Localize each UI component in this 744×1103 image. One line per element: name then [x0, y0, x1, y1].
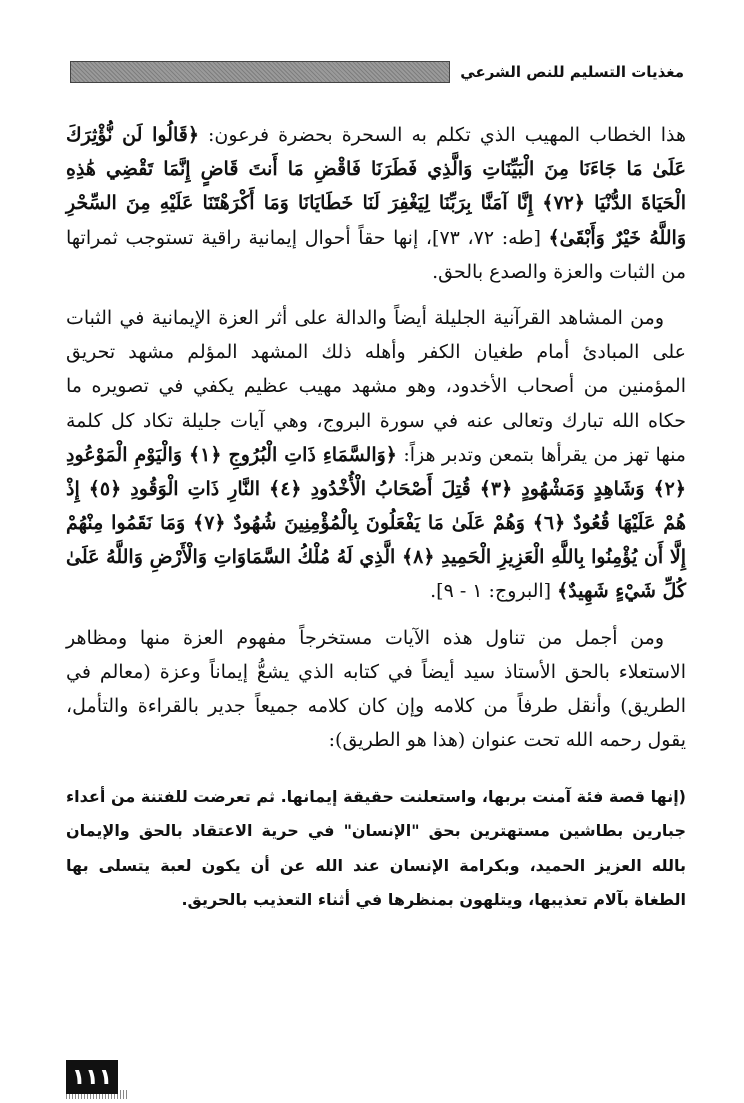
paragraph-1-conclusion: إنها حقاً أحوال إيمانية راقية تستوجب ثمراتها من الثبات والعزة والصدع بالحق.	[66, 226, 686, 283]
page-number-label: ١١١	[71, 1064, 113, 1090]
main-text	[66, 118, 686, 769]
paragraph-1	[66, 118, 686, 289]
paragraph-3	[66, 621, 686, 758]
paragraph-2	[66, 301, 686, 609]
citation-buruj: [البروج: ١ - ٩].	[430, 580, 558, 603]
page-header	[70, 58, 684, 86]
block-quote	[66, 780, 686, 918]
block-quote-text: (إنها قصة فئة آمنت بربها، واستعلنت حقيقة إيمانها. ثم تعرضت للفتنة من أعداء جبارين بطاشين مستهترين بحق "الإنسان" في حرية الاعتقاد بالحق والإيمان بالله العزيز الحميد، وبكرامة الإنسان عند الله عن أن يكون لعبة يتسلى بها الطغاة بآلام تعذيبها، ويتلهون بمنظرها في أثناء التعذيب بالحريق.	[66, 787, 686, 910]
header-decorative-band	[70, 61, 450, 83]
paragraph-1-intro: هذا الخطاب المهيب الذي تكلم به السحرة بحضرة فرعون:	[198, 124, 686, 146]
page-number	[66, 1060, 118, 1094]
quran-verse-taha: ﴿قَالُوا لَن نُّؤْثِرَكَ عَلَىٰ مَا جَاءَنَا مِنَ الْبَيِّنَاتِ وَالَّذِي فَطَرَنَا فَاقْضِ مَا أَنتَ قَاضٍ إِنَّمَا تَقْضِي هَٰذِهِ الْحَيَاةَ الدُّنْيَا ﴿٧٢﴾ إِنَّا آمَنَّا بِرَبِّنَا لِيَغْفِرَ لَنَا خَطَايَانَا وَمَا أَكْرَهْتَنَا عَلَيْهِ مِنَ السِّحْرِ وَاللَّهُ خَيْرٌ وَأَبْقَىٰ﴾	[66, 124, 687, 249]
running-title: مغذيات التسليم للنص الشرعي	[460, 63, 684, 81]
quran-verse-buruj: ﴿وَالسَّمَاءِ ذَاتِ الْبُرُوجِ ﴿١﴾ وَالْيَوْمِ الْمَوْعُودِ ﴿٢﴾ وَشَاهِدٍ وَمَشْهُودٍ ﴿٣﴾ قُتِلَ أَصْحَابُ الْأُخْدُودِ ﴿٤﴾ النَّارِ ذَاتِ الْوَقُودِ ﴿٥﴾ إِذْ هُمْ عَلَيْهَا قُعُودٌ ﴿٦﴾ وَهُمْ عَلَىٰ مَا يَفْعَلُونَ بِالْمُؤْمِنِينَ شُهُودٌ ﴿٧﴾ وَمَا نَقَمُوا مِنْهُمْ إِلَّا أَن يُؤْمِنُوا بِاللَّهِ الْعَزِيزِ الْحَمِيدِ ﴿٨﴾ الَّذِي لَهُ مُلْكُ السَّمَاوَاتِ وَالْأَرْضِ وَاللَّهُ عَلَىٰ كُلِّ شَيْءٍ شَهِيدٌ﴾	[66, 443, 687, 603]
citation-taha: [طه: ٧٢، ٧٣]،	[418, 226, 549, 249]
paragraph-2-intro: ومن المشاهد القرآنية الجليلة أيضاً والدالة على أثر العزة الإيمانية في الثبات على المبادئ أمام طغيان الكفر وأهله ذلك المشهد المؤلم مشهد تحريق المؤمنين من أصحاب الأخدود، وهو مشهد مهيب عظيم يكفي في تصويره ما حكاه الله تبارك وتعالى عنه في سورة البروج، وهي آيات جليلة تكاد كل كلمة منها تهز من يقرأها بتمعن وتدبر هزاً:	[66, 306, 686, 466]
paragraph-3-text: ومن أجمل من تناول هذه الآيات مستخرجاً مفهوم العزة منها ومظاهر الاستعلاء بالحق الأستاذ سيد أيضاً في كتابه الذي يشعُّ إيماناً وعزة (معالم في الطريق) وأنقل طرفاً من كلامه وإن كان كلامه جميعاً جدير بالقراءة والتأمل، يقول رحمه الله تحت عنوان (هذا هو الطريق):	[66, 626, 686, 752]
